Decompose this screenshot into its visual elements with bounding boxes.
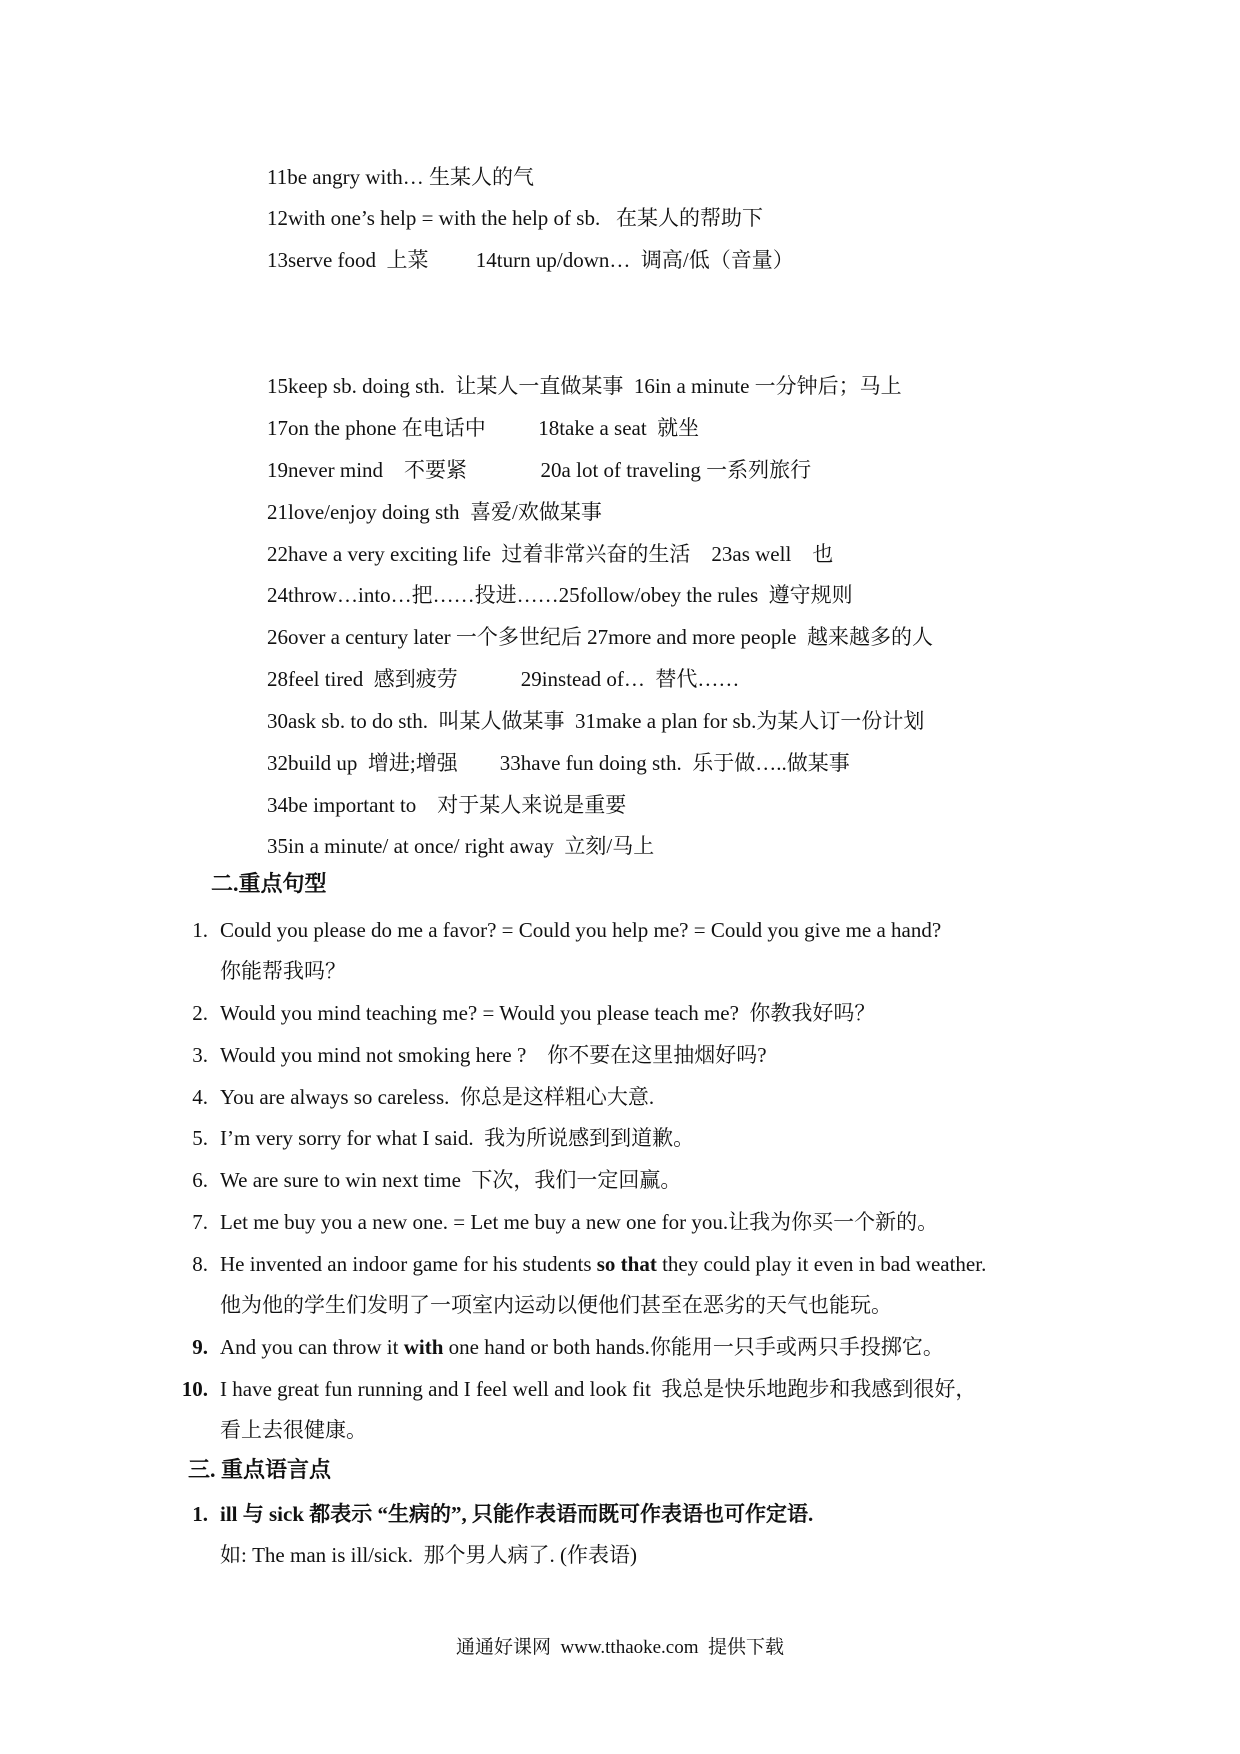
emphasis-so-that: so that — [596, 1252, 657, 1276]
emphasis-with: with — [403, 1335, 444, 1359]
sentence-number: 3. — [192, 1043, 208, 1067]
item-number: 1. — [192, 1502, 208, 1526]
vocab-line: 32build up 增进;增强 33have fun doing sth. 乐于做…..做某事 — [267, 751, 850, 775]
sentence-number: 1. — [192, 918, 208, 942]
sentence-text: I have great fun running and I feel well and look fit 我总是快乐地跑步和我感到很好， — [220, 1377, 977, 1401]
section-heading-key-sentences: 二.重点句型 — [211, 871, 327, 896]
vocab-line: 35in a minute/ at once/ right away 立刻/马上 — [267, 834, 655, 858]
sentence-text — [220, 1250, 1170, 1278]
sentence-item — [192, 1083, 1170, 1111]
sentence-number: 10. — [181, 1377, 208, 1401]
sentence-item — [192, 1333, 1170, 1361]
vocab-line: 11be angry with… 生某人的气 — [267, 165, 534, 189]
sentence-item — [192, 1124, 1170, 1152]
sentence-translation: 你能帮我吗？ — [220, 959, 346, 983]
vocab-line: 12with one’s help = with the help of sb. 在某人的帮助下 — [267, 206, 763, 230]
vocab-line: 34be important to 对于某人来说是重要 — [267, 793, 627, 817]
sentence-number: 6. — [192, 1168, 208, 1192]
sentence-text: Would you mind not smoking here ? 你不要在这里抽烟好吗? — [220, 1043, 767, 1067]
vocab-line: 22have a very exciting life 过着非常兴奋的生活 23as well 也 — [267, 542, 834, 566]
sentence-text: Let me buy you a new one. = Let me buy a new one for you.让我为你买一个新的。 — [220, 1210, 939, 1234]
sentence-item — [192, 916, 1170, 985]
sentence-translation: 看上去很健康。 — [220, 1418, 367, 1442]
sentence-text: Could you please do me a favor? = Could you help me? = Could you give me a hand? — [220, 918, 942, 942]
sentence-item — [192, 1208, 1170, 1236]
vocab-line: 24throw…into…把……投进……25follow/obey the rules 遵守规则 — [267, 583, 853, 607]
vocab-line: 21love/enjoy doing sth 喜爱/欢做某事 — [267, 500, 602, 524]
sentence-text-part: one hand or both hands.你能用一只手或两只手投掷它。 — [443, 1335, 944, 1359]
vocab-line: 19never mind 不要紧 20a lot of traveling 一系列旅行 — [267, 458, 812, 482]
sentence-text: I’m very sorry for what I said. 我为所说感到到道歉。 — [220, 1126, 695, 1150]
sentence-number: 4. — [192, 1085, 208, 1109]
sentence-text-part: they could play it even in bad weather. — [656, 1252, 987, 1276]
sentence-text-part: And you can throw it — [220, 1335, 404, 1359]
language-point-item — [192, 1500, 1170, 1569]
sentence-number: 7. — [192, 1210, 208, 1234]
sentence-text: We are sure to win next time 下次，我们一定回赢。 — [220, 1168, 682, 1192]
sentence-text: You are always so careless. 你总是这样粗心大意. — [220, 1085, 655, 1109]
language-point-title: ill 与 sick 都表示 “生病的”, 只能作表语而既可作表语也可作定语. — [220, 1502, 814, 1526]
sentence-number: 9. — [192, 1335, 208, 1359]
vocab-line: 15keep sb. doing sth. 让某人一直做某事 16in a minute 一分钟后；马上 — [267, 374, 902, 398]
vocab-line: 13serve food 上菜 14turn up/down… 调高/低（音量） — [267, 248, 794, 272]
vocab-line: 26over a century later 一个多世纪后 27more and more people 越来越多的人 — [267, 625, 934, 649]
section-heading-language-points: 三. 重点语言点 — [188, 1457, 332, 1482]
vocab-line: 30ask sb. to do sth. 叫某人做某事 31make a plan for sb.为某人订一份计划 — [267, 709, 925, 733]
sentence-translation: 他为他的学生们发明了一项室内运动以便他们甚至在恶劣的天气也能玩。 — [220, 1293, 892, 1317]
sentence-number: 5. — [192, 1126, 208, 1150]
sentence-item — [192, 999, 1170, 1027]
sentence-text: Would you mind teaching me? = Would you please teach me? 你教我好吗？ — [220, 1001, 876, 1025]
vocab-line: 28feel tired 感到疲劳 29instead of… 替代…… — [267, 667, 740, 691]
sentence-text-part: He invented an indoor game for his students — [220, 1252, 597, 1276]
sentence-item — [192, 1250, 1170, 1319]
sentence-item — [181, 1375, 1170, 1444]
page-footer: 通通好课网 www.tthaoke.com 提供下载 — [455, 1637, 785, 1658]
sentence-item — [192, 1166, 1170, 1194]
vocab-line: 17on the phone 在电话中 18take a seat 就坐 — [267, 416, 700, 440]
sentence-number: 8. — [192, 1252, 208, 1276]
sentence-number: 2. — [192, 1001, 208, 1025]
sentence-item — [192, 1041, 1170, 1069]
sentence-text — [220, 1333, 1170, 1361]
language-point-example: 如: The man is ill/sick. 那个男人病了. (作表语) — [220, 1543, 638, 1567]
